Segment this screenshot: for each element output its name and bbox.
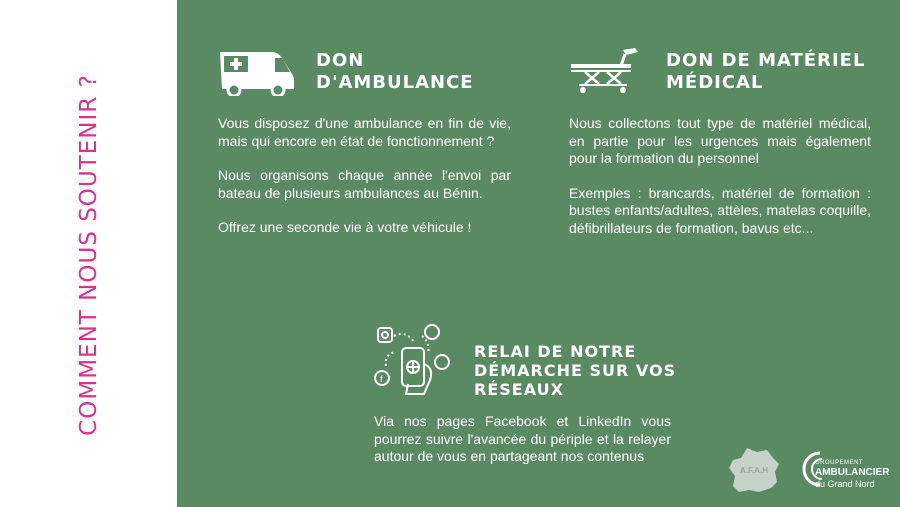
networks-title-line1: RELAI DE NOTRE — [474, 342, 637, 361]
groupement-line2: AMBULANCIER — [815, 467, 890, 478]
material-text — [569, 115, 871, 254]
networks-title — [474, 342, 676, 400]
sidebar — [0, 0, 177, 507]
ambulance-title — [316, 50, 474, 93]
ambulance-paragraph-1: Vous disposez d'une ambulance en fin de vie, mais qui encore en état de fonctionnement ? — [218, 115, 511, 149]
france-map-logo — [729, 446, 781, 496]
ambulance-text — [218, 115, 511, 254]
groupement-line3: du Grand Nord — [815, 479, 875, 489]
material-title-line2: MÉDICAL — [666, 71, 764, 93]
ambulance-icon — [218, 48, 298, 98]
material-paragraph-2: Exemples : brancards, matériel de formation : bustes enfants/adultes, attèles, matelas coquille, défibrillateurs de formation, bavus etc... — [569, 184, 871, 236]
stretcher-icon — [569, 46, 641, 94]
ambulance-title-line1: DON — [316, 50, 365, 71]
material-title — [666, 50, 865, 93]
ambulance-title-line2: D'AMBULANCE — [316, 71, 474, 93]
networks-paragraph-1: Via nos pages Facebook et LinkedIn vous pourrez suivre l'avancée du périple et la relayer autour de vous en partageant nos contenus — [374, 413, 671, 464]
vertical-title: COMMENT NOUS SOUTENIR ? — [76, 74, 102, 436]
france-map-logo-text: A.F.A.H — [740, 466, 768, 475]
networks-title-line3: RÉSEAUX — [474, 380, 564, 400]
social-phone-icon — [372, 322, 464, 400]
material-paragraph-1: Nous collectons tout type de matériel médical, en partie pour les urgences mais également pour la formation du personnel — [569, 115, 871, 166]
ambulance-paragraph-3: Offrez une seconde vie à votre véhicule ! — [218, 219, 472, 235]
networks-text — [374, 413, 671, 483]
svg-text:f: f — [380, 374, 383, 384]
ambulance-paragraph-2: Nous organisons chaque année l'envoi par bateau de plusieurs ambulances au Bénin. — [218, 167, 511, 201]
networks-title-line2: DÉMARCHE SUR VOS — [474, 361, 677, 381]
groupement-line1: GROUPEMENT — [815, 460, 864, 466]
material-title-line1: DON DE MATÉRIEL — [666, 50, 866, 71]
